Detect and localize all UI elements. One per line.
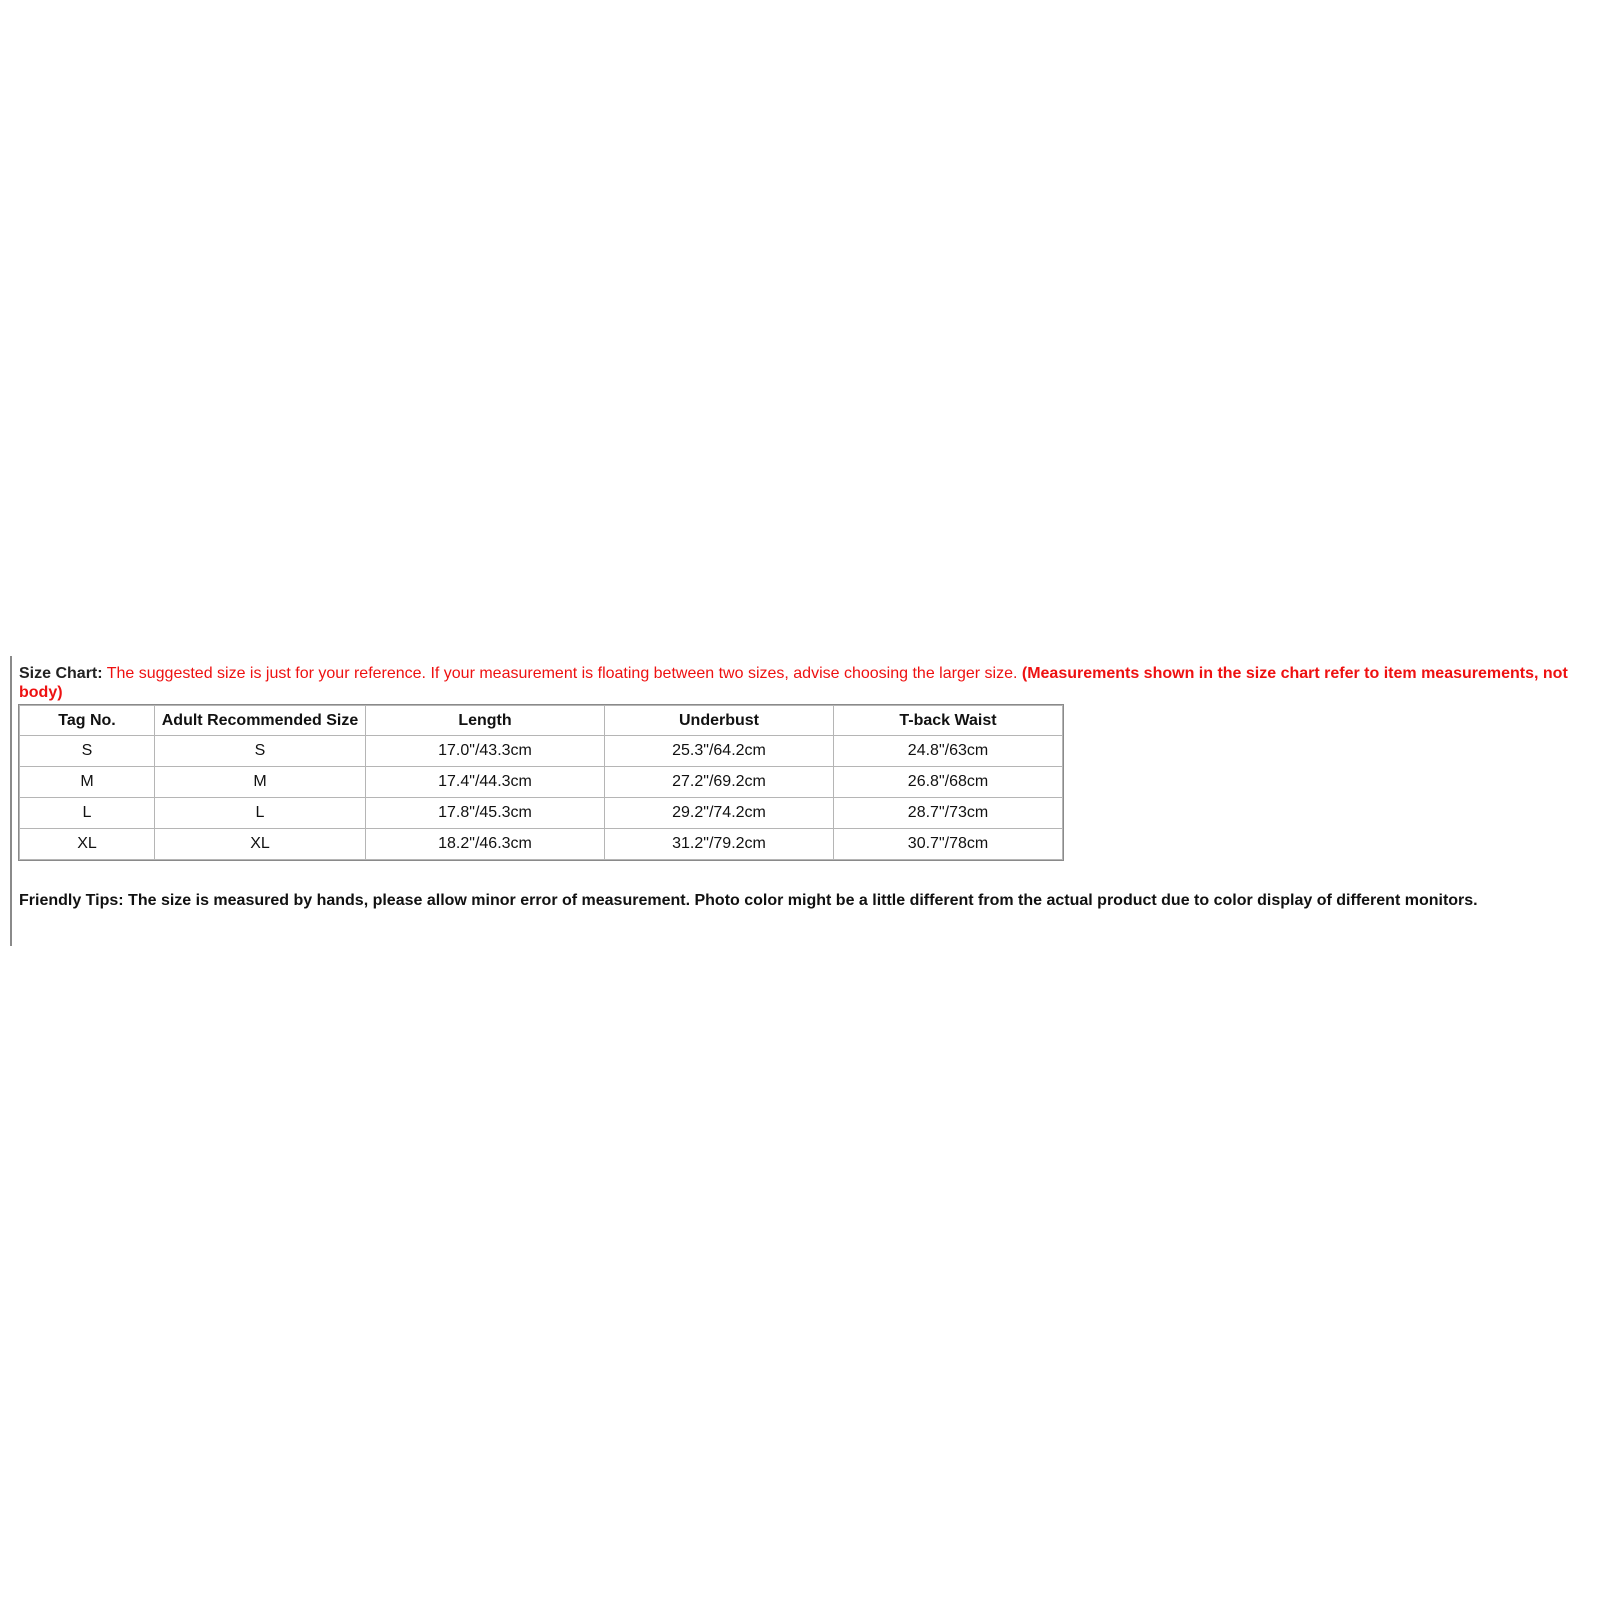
table-cell: S	[155, 736, 366, 767]
table-row	[20, 798, 1063, 829]
size-chart-note-bold: (Measurements shown in the size chart refer to item measurements, not body)	[19, 665, 1568, 701]
friendly-tips: Friendly Tips: The size is measured by hands, please allow minor error of measurement. Photo color might be a little different from the actual product due to color display of different monitors.	[19, 892, 1478, 909]
column-header-underbust: Underbust	[605, 706, 834, 736]
table-cell: XL	[20, 829, 155, 860]
table-row	[20, 767, 1063, 798]
table-cell: 27.2"/69.2cm	[605, 767, 834, 798]
size-chart-label: Size Chart:	[19, 665, 103, 682]
table-cell: 17.4"/44.3cm	[366, 767, 605, 798]
table-cell: 17.0"/43.3cm	[366, 736, 605, 767]
column-header-adult-recommended-size: Adult Recommended Size	[155, 706, 366, 736]
size-chart-intro	[19, 664, 1591, 702]
table-cell: 25.3"/64.2cm	[605, 736, 834, 767]
table-cell: 17.8"/45.3cm	[366, 798, 605, 829]
left-border-rule	[10, 656, 12, 946]
size-chart-note: The suggested size is just for your reference. If your measurement is floating between two sizes, advise choosing the larger size.	[102, 665, 1022, 682]
table-row	[20, 829, 1063, 860]
table-cell: 24.8"/63cm	[834, 736, 1063, 767]
table-cell: XL	[155, 829, 366, 860]
table-cell: 30.7"/78cm	[834, 829, 1063, 860]
size-table	[19, 705, 1063, 860]
column-header-tag-no: Tag No.	[20, 706, 155, 736]
table-cell: 28.7"/73cm	[834, 798, 1063, 829]
size-chart-section	[19, 664, 1591, 910]
table-cell: 29.2"/74.2cm	[605, 798, 834, 829]
table-cell: S	[20, 736, 155, 767]
table-cell: 26.8"/68cm	[834, 767, 1063, 798]
table-cell: M	[155, 767, 366, 798]
table-row	[20, 736, 1063, 767]
table-cell: M	[20, 767, 155, 798]
table-cell: L	[155, 798, 366, 829]
table-cell: 18.2"/46.3cm	[366, 829, 605, 860]
table-header-row	[20, 706, 1063, 736]
column-header-length: Length	[366, 706, 605, 736]
table-cell: 31.2"/79.2cm	[605, 829, 834, 860]
column-header-t-back-waist: T-back Waist	[834, 706, 1063, 736]
table-cell: L	[20, 798, 155, 829]
